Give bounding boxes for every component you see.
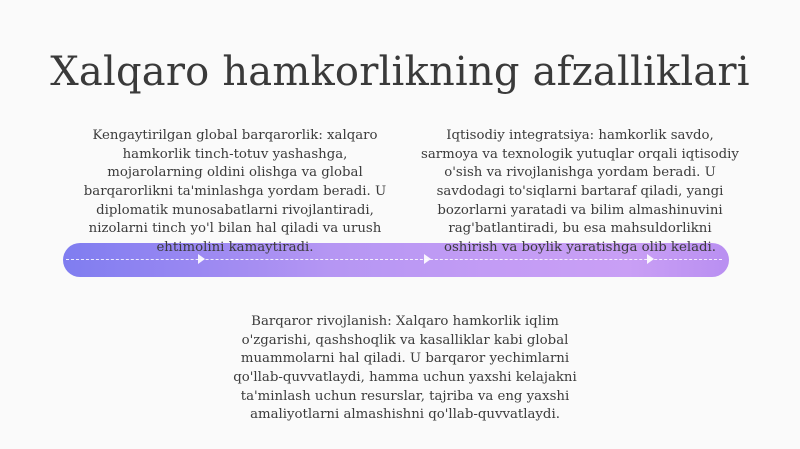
timeline-item-text: Kengaytirilgan global barqarorlik: xalqaro hamkorlik tinch-totuv yashashga, mojarolarning oldini olishga va global barqarorlikni ta'minlashga yordam beradi. U diplomatik munosabatlarni rivojlantiradi, nizolarni tinch yo'l bilan hal qiladi va urush ehtimolini kamaytiradi. xyxy=(83,128,387,255)
timeline-item-text: Barqaror rivojlanish: Xalqaro hamkorlik iqlim o'zgarishi, qashshoqlik va kasalliklar kabi global muammolarni hal qiladi. U barqaror yechimlarni qo'llab-quvvatlaydi, hamma uchun yaxshi kelajakni ta'minlash uchun resurslar, tajriba va eng yaxshi amaliyotlarni almashishni qo'llab-quvvatlaydi. xyxy=(233,314,577,423)
timeline-dashed-line xyxy=(66,259,722,260)
timeline-item-text: Iqtisodiy integratsiya: hamkorlik savdo, sarmoya va texnologik yutuqlar orqali iqtisodiy o'sish va rivojlanishga yordam beradi. U savdodagi to'siqlarni bartaraf qiladi, yangi bozorlarni yaratadi va bilim almashinuvini rag'batlantiradi, bu esa mahsuldorlikni oshirish va boylik yaratishga olib keladi. xyxy=(421,128,739,255)
slide-title: Xalqaro hamkorlikning afzalliklari xyxy=(50,48,750,95)
